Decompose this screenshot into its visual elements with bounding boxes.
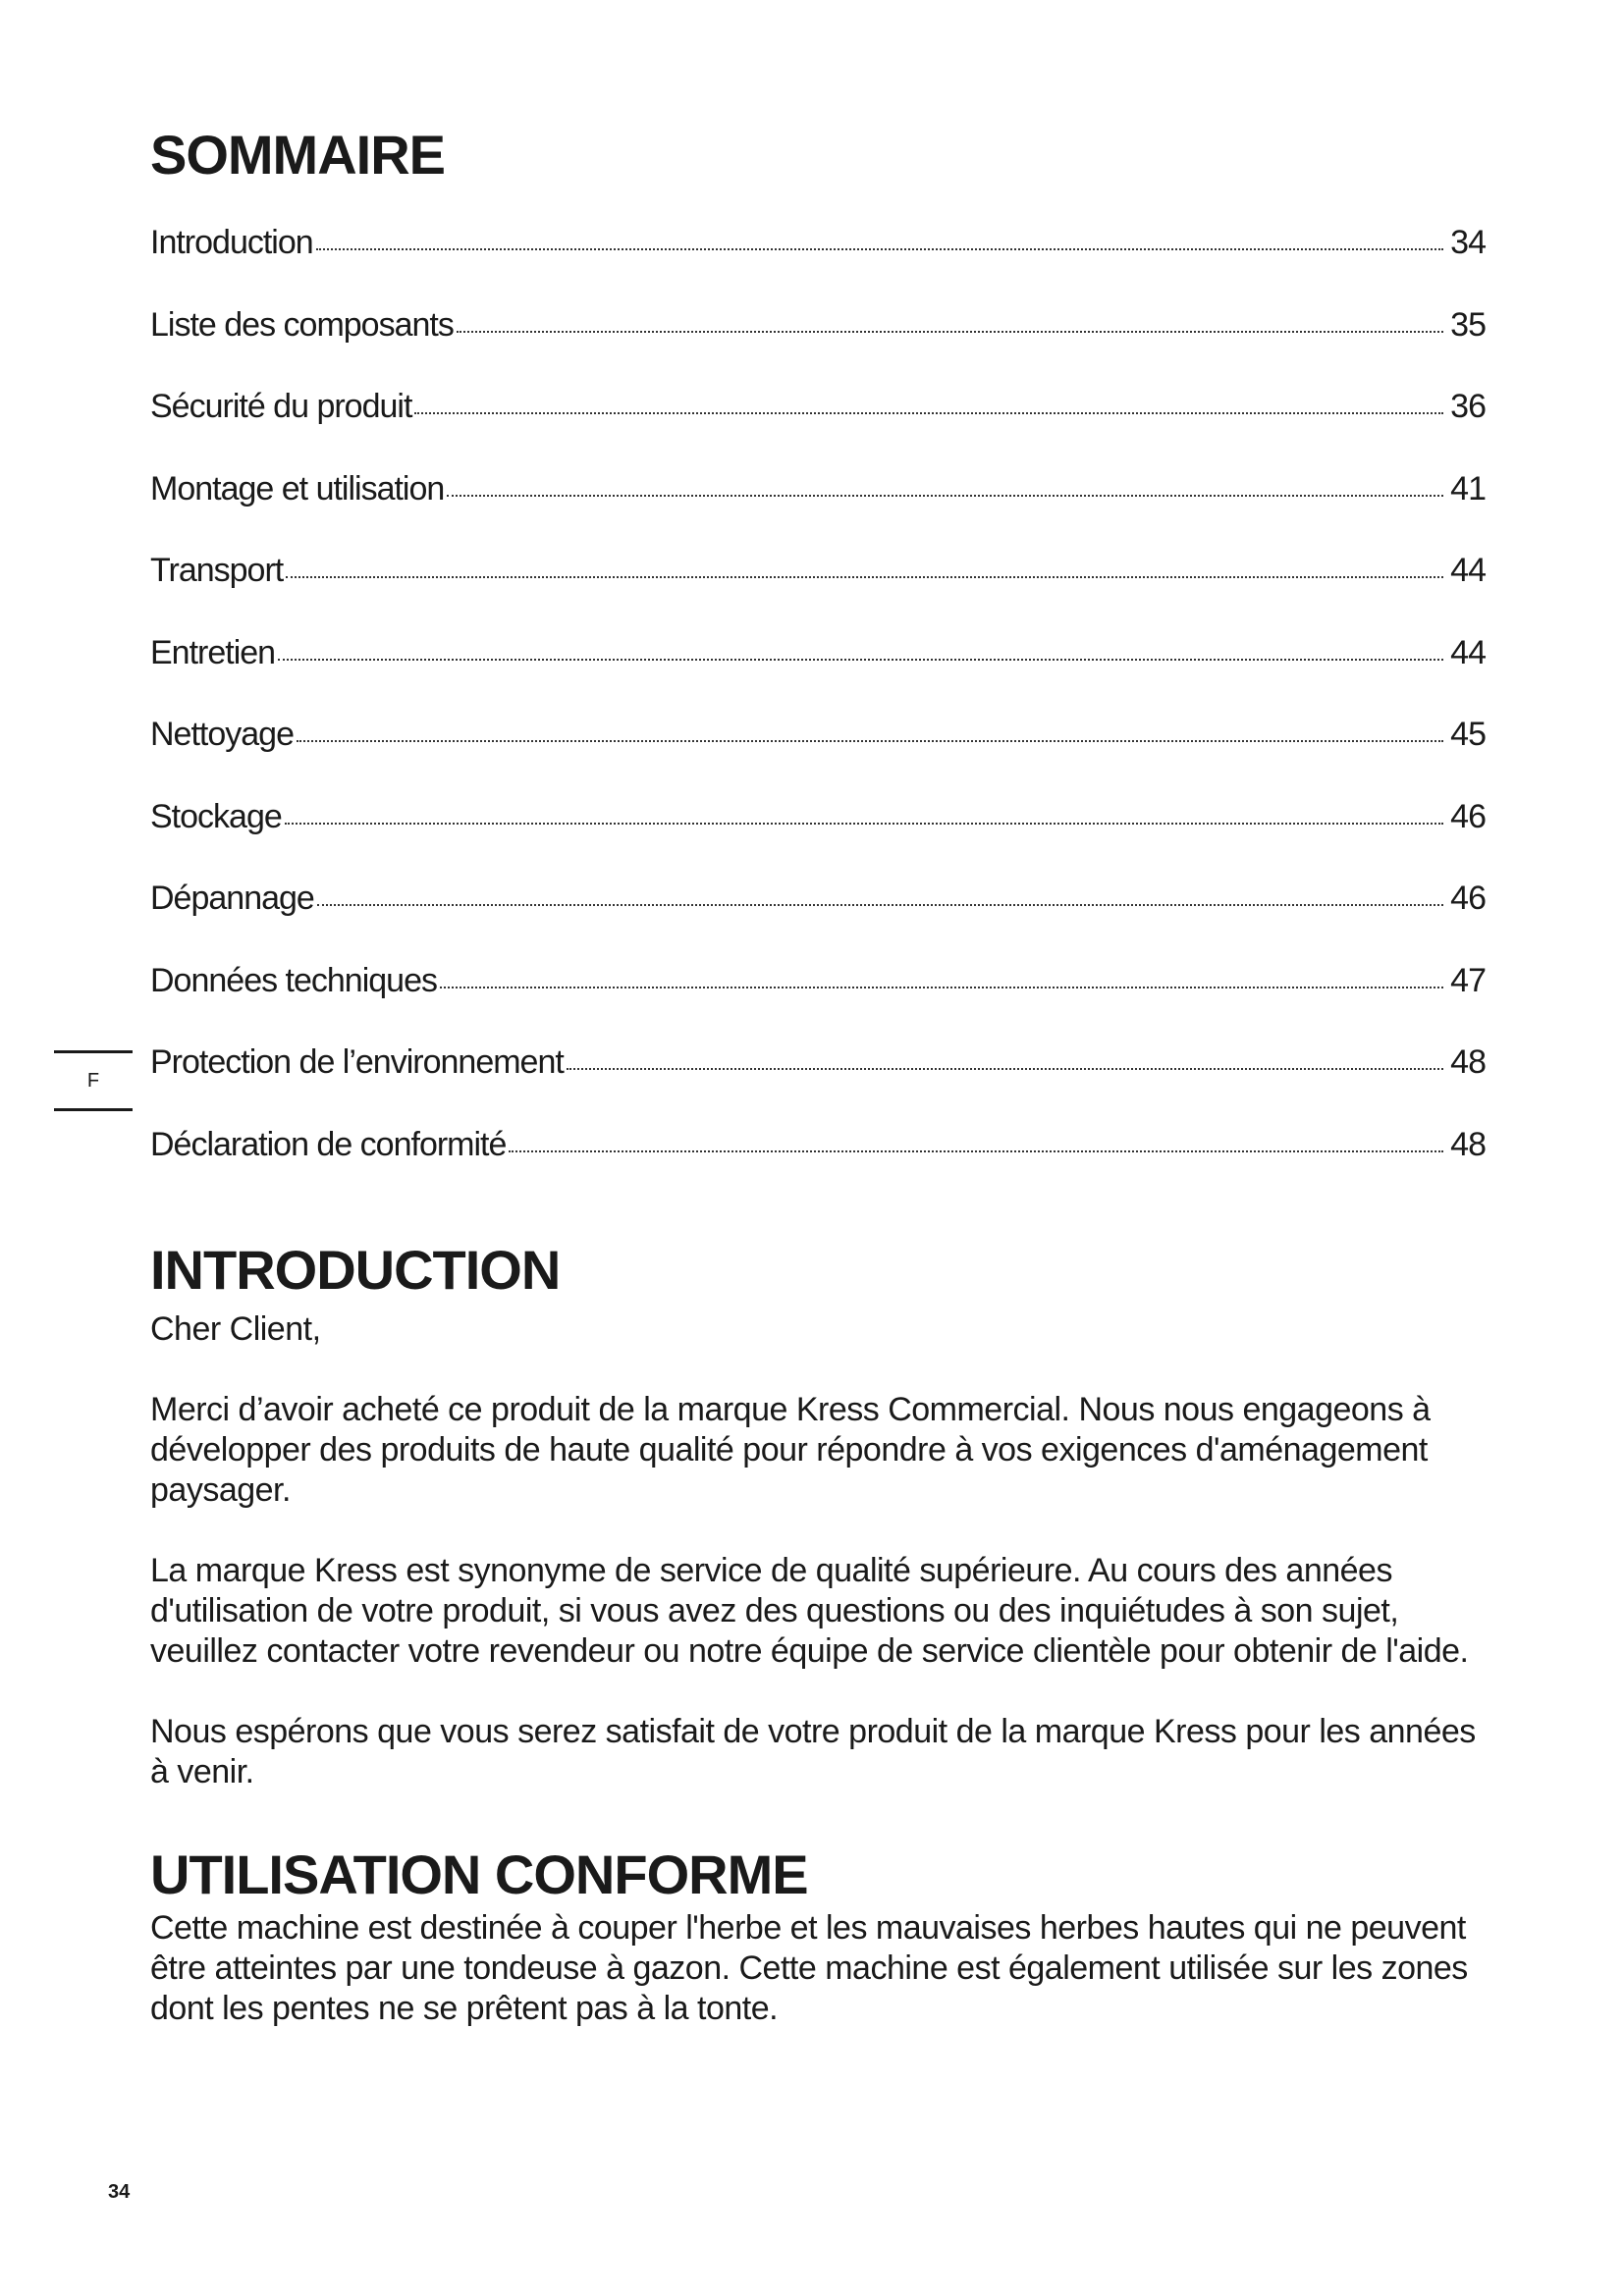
toc-entry-page: 47: [1450, 961, 1486, 999]
toc-entry-label: Déclaration de conformité: [150, 1125, 507, 1163]
toc-entry[interactable]: [150, 552, 1486, 634]
toc-dot-leader: [440, 987, 1443, 988]
toc-dot-leader: [509, 1150, 1443, 1152]
toc-entry-page: 34: [1450, 224, 1486, 261]
language-tab: F: [54, 1050, 133, 1111]
toc-entry-label: Nettoyage: [150, 716, 294, 753]
toc-entry-label: Protection de l’environnement: [150, 1043, 564, 1081]
toc-dot-leader: [457, 331, 1443, 333]
toc-dot-leader: [567, 1068, 1443, 1070]
toc-entry[interactable]: [150, 224, 1486, 306]
toc-title: SOMMAIRE: [150, 124, 445, 186]
toc-entry[interactable]: [150, 716, 1486, 798]
toc-entry-label: Sécurité du produit: [150, 388, 412, 425]
toc-entry[interactable]: [150, 962, 1486, 1044]
toc-entry-page: 36: [1450, 388, 1486, 425]
toc-dot-leader: [414, 412, 1443, 414]
toc-entry[interactable]: [150, 634, 1486, 717]
toc-entry-page: 45: [1450, 716, 1486, 753]
toc-entry-label: Introduction: [150, 224, 313, 261]
toc-entry-page: 46: [1450, 880, 1486, 917]
toc-dot-leader: [447, 495, 1443, 497]
toc-dot-leader: [297, 740, 1443, 742]
greeting: Cher Client,: [150, 1310, 321, 1348]
utilisation-heading: UTILISATION CONFORME: [150, 1843, 808, 1905]
toc-entry-page: 44: [1450, 552, 1486, 589]
intro-paragraph: Merci d’avoir acheté ce produit de la marque Kress Commercial. Nous nous engageons à développer des produits de haute qualité pour répondre à vos exigences d'aménagement paysager.: [150, 1391, 1431, 1509]
toc-entry-page: 44: [1450, 633, 1486, 671]
toc-entry-label: Liste des composants: [150, 305, 454, 344]
toc-entry-label: Stockage: [150, 797, 282, 835]
introduction-heading: INTRODUCTION: [150, 1239, 561, 1301]
intro-paragraph: La marque Kress est synonyme de service de qualité supérieure. Au cours des années d'utilisation de votre produit, si vous avez des questions ou des inquiétudes à son sujet, veuillez contacter votre revendeur ou notre équipe de service clientèle pour obtenir de l'aide.: [150, 1552, 1469, 1670]
toc-dot-leader: [317, 904, 1443, 906]
intro-paragraph: Nous espérons que vous serez satisfait de votre produit de la marque Kress pour les années à venir.: [150, 1713, 1476, 1790]
page-content: [150, 124, 1486, 2029]
toc-entry[interactable]: [150, 1043, 1486, 1126]
toc-dot-leader: [316, 248, 1443, 250]
toc-entry[interactable]: [150, 470, 1486, 553]
toc-entry[interactable]: [150, 798, 1486, 881]
toc-entry-label: Dépannage: [150, 880, 314, 917]
toc-entry-label: Entretien: [150, 633, 276, 671]
toc-dot-leader: [278, 659, 1443, 661]
toc-entry-page: 46: [1450, 797, 1486, 835]
toc-entry[interactable]: [150, 880, 1486, 962]
toc-entry-label: Montage et utilisation: [150, 469, 445, 507]
toc-dot-leader: [286, 576, 1443, 578]
toc-list: [150, 224, 1486, 1207]
utilisation-paragraph: Cette machine est destinée à couper l'herbe et les mauvaises herbes hautes qui ne peuvent être atteintes par une tondeuse à gazon. Cette machine est également utilisée sur les zones dont les pentes ne se prêtent pas à la tonte.: [150, 1909, 1468, 2027]
toc-entry-page: 48: [1450, 1125, 1486, 1163]
toc-entry-page: 41: [1450, 469, 1486, 507]
toc-dot-leader: [285, 823, 1443, 825]
toc-entry[interactable]: [150, 306, 1486, 389]
toc-entry-label: Données techniques: [150, 961, 438, 999]
toc-entry[interactable]: [150, 388, 1486, 470]
toc-entry-label: Transport: [150, 552, 284, 589]
toc-entry-page: 48: [1450, 1043, 1486, 1081]
toc-entry-page: 35: [1450, 305, 1486, 344]
toc-entry[interactable]: [150, 1126, 1486, 1208]
page-number: 34: [108, 2181, 131, 2203]
